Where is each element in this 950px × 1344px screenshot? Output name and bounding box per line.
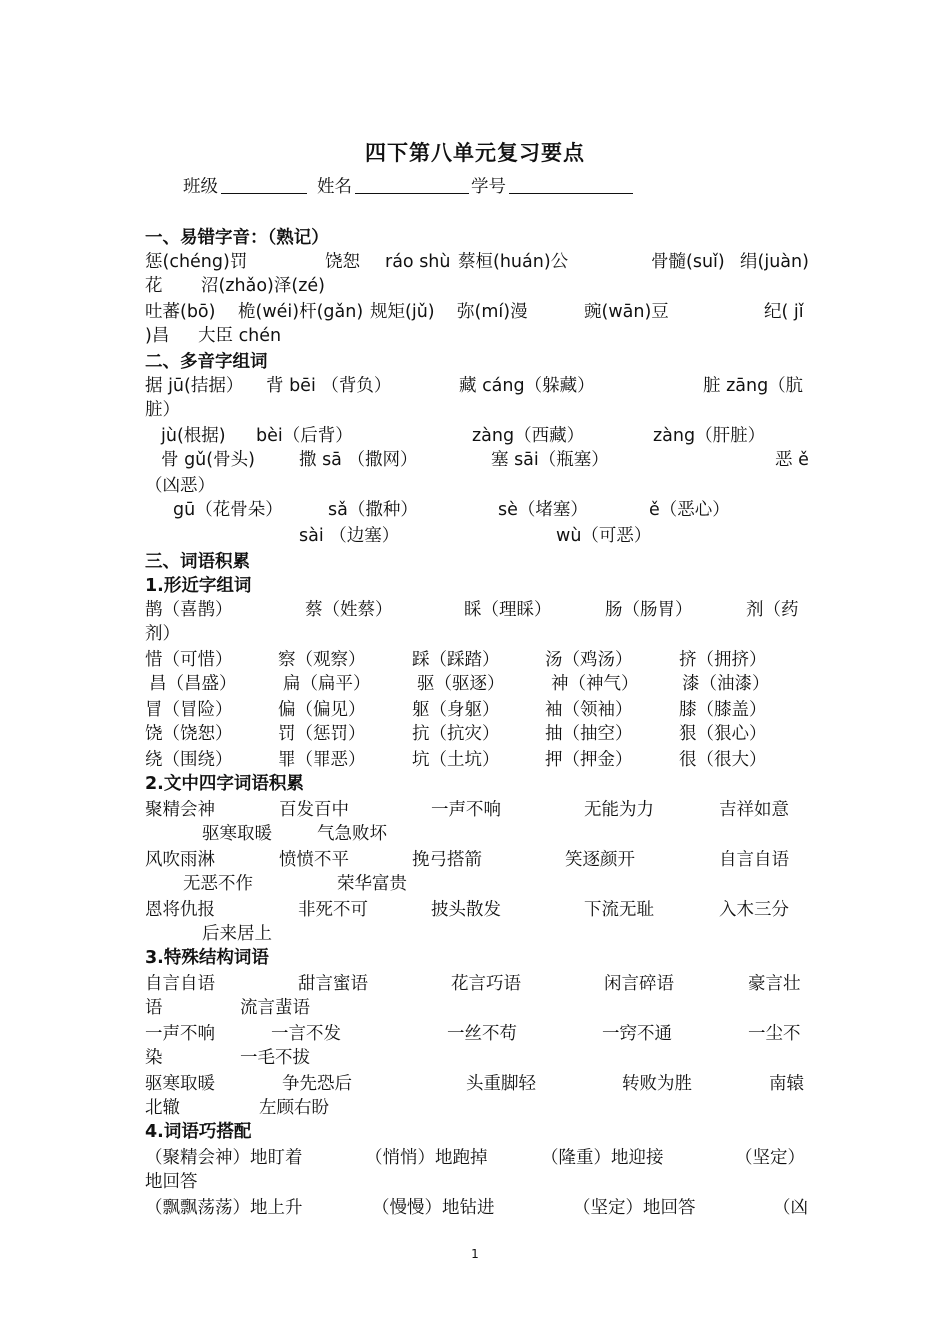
- text-item: 驱（驱逐）: [417, 674, 505, 694]
- text-line: [145, 498, 810, 523]
- text-item: sài （边塞）: [299, 526, 400, 546]
- text-item: 自言自语: [145, 974, 215, 994]
- text-item: 头重脚轻: [466, 1074, 536, 1094]
- text-item: 桅(wéi)杆(gǎn): [238, 302, 364, 322]
- text-item: （飘飘荡荡）地上升: [145, 1198, 303, 1218]
- text-item: 绕（围绕）: [145, 750, 233, 770]
- text-line: [145, 374, 810, 399]
- text-item: 转败为胜: [622, 1074, 692, 1094]
- text-item: 抽（抽空）: [545, 724, 633, 744]
- section-heading: [145, 350, 810, 375]
- class-blank: [221, 175, 307, 200]
- text-item: 踩（踩踏）: [412, 650, 500, 670]
- text-item: 吉祥如意: [719, 800, 789, 820]
- text-item: 规矩(jǔ): [370, 302, 435, 322]
- text-item: 驱寒取暖: [145, 1074, 215, 1094]
- text-line: [145, 474, 810, 499]
- text-line: [145, 972, 810, 997]
- text-item: 染: [145, 1048, 163, 1068]
- text-item: 聚精会神: [145, 800, 215, 820]
- text-item: 睬（理睬）: [464, 600, 552, 620]
- text-line: [145, 1146, 810, 1171]
- text-item: 鹊（喜鹊）: [145, 600, 233, 620]
- text-item: 百发百中: [279, 800, 349, 820]
- text-line: [145, 648, 810, 673]
- sub4-heading: 4.词语巧搭配: [145, 1122, 252, 1142]
- text-item: wù（可恶）: [556, 526, 652, 546]
- text-item: 大臣 chén: [198, 326, 282, 346]
- text-item: gū（花骨朵）: [173, 500, 283, 520]
- text-line: [145, 524, 810, 549]
- sub2-heading: 2.文中四字词语积累: [145, 774, 304, 794]
- text-item: 冒（冒险）: [145, 700, 233, 720]
- text-item: （凶恶）: [145, 476, 215, 496]
- text-item: 一丝不苟: [447, 1024, 517, 1044]
- text-item: （悄悄）地跑掉: [365, 1148, 488, 1168]
- text-item: ě（恶心）: [649, 500, 730, 520]
- text-item: 惜（可惜）: [145, 650, 233, 670]
- text-item: （隆重）地迎接: [541, 1148, 664, 1168]
- text-item: 沼(zhǎo)泽(zé): [201, 276, 325, 296]
- page-number: 1: [471, 1247, 479, 1261]
- section-heading: [145, 226, 810, 251]
- text-item: 无能为力: [584, 800, 654, 820]
- text-item: 坑（土坑）: [412, 750, 500, 770]
- text-item: 背 bēi （背负）: [266, 376, 392, 396]
- text-line: [145, 598, 810, 623]
- text-line: [145, 822, 810, 847]
- text-item: 蔡桓(huán)公: [458, 252, 569, 272]
- subsection-heading: [145, 1120, 810, 1145]
- text-item: 押（押金）: [545, 750, 633, 770]
- text-line: [145, 250, 810, 275]
- text-item: 膝（膝盖）: [679, 700, 767, 720]
- text-item: 后来居上: [202, 924, 272, 944]
- text-item: 挤（拥挤）: [679, 650, 767, 670]
- text-line: [145, 324, 810, 349]
- text-item: 地回答: [145, 1172, 198, 1192]
- text-item: 花: [145, 276, 163, 296]
- name-label: 姓名: [317, 177, 352, 197]
- text-item: 恩将仇报: [145, 900, 215, 920]
- text-item: 南辕: [769, 1074, 804, 1094]
- text-line: [145, 672, 810, 697]
- text-line: [145, 722, 810, 747]
- text-item: 撒 sā （撒网）: [299, 450, 418, 470]
- text-item: 很（很大）: [679, 750, 767, 770]
- text-line: [145, 1072, 810, 1097]
- text-item: （坚定）: [735, 1148, 805, 1168]
- text-line: [145, 1196, 810, 1221]
- text-item: 争先恐后: [282, 1074, 352, 1094]
- text-line: [145, 274, 810, 299]
- subsection-heading: [145, 574, 810, 599]
- section-heading: [145, 550, 810, 575]
- text-line: [145, 300, 810, 325]
- text-item: 驱寒取暖: [202, 824, 272, 844]
- text-item: 袖（领袖）: [545, 700, 633, 720]
- section2-heading: 二、多音字组词: [145, 352, 268, 372]
- text-item: 愤愤不平: [279, 850, 349, 870]
- text-line: [145, 1046, 810, 1071]
- text-item: 骨髓(suǐ): [651, 252, 725, 272]
- text-line: [145, 622, 810, 647]
- text-line: [145, 1022, 810, 1047]
- text-item: 狠（狠心）: [679, 724, 767, 744]
- text-item: ráo shù: [385, 252, 451, 272]
- subsection-heading: [145, 772, 810, 797]
- text-item: jù(根据): [161, 426, 226, 446]
- text-item: 罚（惩罚）: [278, 724, 366, 744]
- page-title: 四下第八单元复习要点: [365, 141, 585, 165]
- text-item: 一声不响: [145, 1024, 215, 1044]
- text-item: 扁（扁平）: [283, 674, 371, 694]
- text-item: 无恶不作: [183, 874, 253, 894]
- text-item: 剂）: [145, 624, 180, 644]
- text-item: 豌(wān)豆: [584, 302, 669, 322]
- text-line: [145, 898, 810, 923]
- text-item: 漆（油漆）: [682, 674, 770, 694]
- text-item: 笑逐颜开: [565, 850, 635, 870]
- text-item: 一尘不: [748, 1024, 801, 1044]
- sub1-heading: 1.形近字组词: [145, 576, 252, 596]
- number-blank: [509, 175, 633, 200]
- text-item: （凶: [773, 1198, 808, 1218]
- text-item: 抗（抗灾）: [412, 724, 500, 744]
- section3-heading: 三、词语积累: [145, 552, 250, 572]
- text-item: 弥(mí)漫: [457, 302, 528, 322]
- text-item: 据 jū(拮据）: [145, 376, 244, 396]
- text-line: [145, 448, 810, 473]
- text-item: 肠（肠胃）: [605, 600, 693, 620]
- text-item: 一声不响: [431, 800, 501, 820]
- text-item: 躯（身躯）: [412, 700, 500, 720]
- text-item: 荣华富贵: [337, 874, 407, 894]
- text-item: 豪言壮: [748, 974, 801, 994]
- text-item: 昌（昌盛）: [149, 674, 237, 694]
- text-item: 挽弓搭箭: [412, 850, 482, 870]
- text-item: 察（观察）: [278, 650, 366, 670]
- text-item: 流言蜚语: [240, 998, 310, 1018]
- section1-heading: 一、易错字音：（熟记）: [145, 228, 329, 248]
- text-item: 吐蕃(bō): [145, 302, 216, 322]
- text-item: 下流无耻: [584, 900, 654, 920]
- text-item: 语: [145, 998, 163, 1018]
- text-item: （慢慢）地钻进: [372, 1198, 495, 1218]
- text-item: sè（堵塞）: [498, 500, 588, 520]
- text-item: )昌: [145, 326, 170, 346]
- text-item: 披头散发: [431, 900, 501, 920]
- class-label: 班级: [183, 177, 218, 197]
- text-item: 一言不发: [271, 1024, 341, 1044]
- text-line: [145, 1096, 810, 1121]
- text-item: 塞 sāi（瓶塞）: [491, 450, 609, 470]
- text-item: 气急败坏: [317, 824, 387, 844]
- text-line: [145, 872, 810, 897]
- text-line: [145, 698, 810, 723]
- text-item: 脏）: [145, 400, 180, 420]
- text-item: sǎ（撒种）: [328, 500, 418, 520]
- text-item: 藏 cáng（躲藏）: [459, 376, 595, 396]
- text-item: 一窍不通: [602, 1024, 672, 1044]
- text-line: [145, 424, 810, 449]
- text-item: 罪（罪恶）: [278, 750, 366, 770]
- text-line: [145, 996, 810, 1021]
- text-item: 蔡（姓蔡）: [305, 600, 393, 620]
- text-item: 饶（饶恕）: [145, 724, 233, 744]
- text-item: 花言巧语: [451, 974, 521, 994]
- text-item: 纪( jǐ: [764, 302, 804, 322]
- text-item: zàng（西藏）: [472, 426, 585, 446]
- text-line: [145, 798, 810, 823]
- text-item: 偏（偏见）: [278, 700, 366, 720]
- name-blank: [355, 175, 469, 200]
- text-line: [145, 398, 810, 423]
- sub3-heading: 3.特殊结构词语: [145, 948, 269, 968]
- text-item: 一毛不拔: [240, 1048, 310, 1068]
- text-item: 剂（药: [746, 600, 799, 620]
- text-item: 惩(chéng)罚: [145, 252, 248, 272]
- text-item: 闲言碎语: [604, 974, 674, 994]
- text-item: 绢(juàn): [740, 252, 809, 272]
- text-item: 非死不可: [298, 900, 368, 920]
- text-line: [145, 1170, 810, 1195]
- text-item: 脏 zāng（肮: [703, 376, 804, 396]
- text-item: 风吹雨淋: [145, 850, 215, 870]
- text-item: bèi（后背）: [256, 426, 353, 446]
- number-label: 学号: [471, 177, 506, 197]
- text-item: 恶 ě: [775, 450, 809, 470]
- text-item: 甜言蜜语: [298, 974, 368, 994]
- text-item: 饶恕: [325, 252, 360, 272]
- text-line: [145, 922, 810, 947]
- text-item: 入木三分: [719, 900, 789, 920]
- text-item: 北辙: [145, 1098, 180, 1118]
- text-line: [145, 748, 810, 773]
- text-item: 自言自语: [719, 850, 789, 870]
- text-item: （坚定）地回答: [573, 1198, 696, 1218]
- student-info-line: [145, 175, 810, 200]
- subsection-heading: [145, 946, 810, 971]
- text-line: [145, 848, 810, 873]
- text-item: 骨 gǔ(骨头): [161, 450, 255, 470]
- text-item: 汤（鸡汤）: [545, 650, 633, 670]
- text-item: 左顾右盼: [259, 1098, 329, 1118]
- text-item: 神（神气）: [551, 674, 639, 694]
- text-item: （聚精会神）地盯着: [145, 1148, 303, 1168]
- text-item: zàng（肝脏）: [653, 426, 766, 446]
